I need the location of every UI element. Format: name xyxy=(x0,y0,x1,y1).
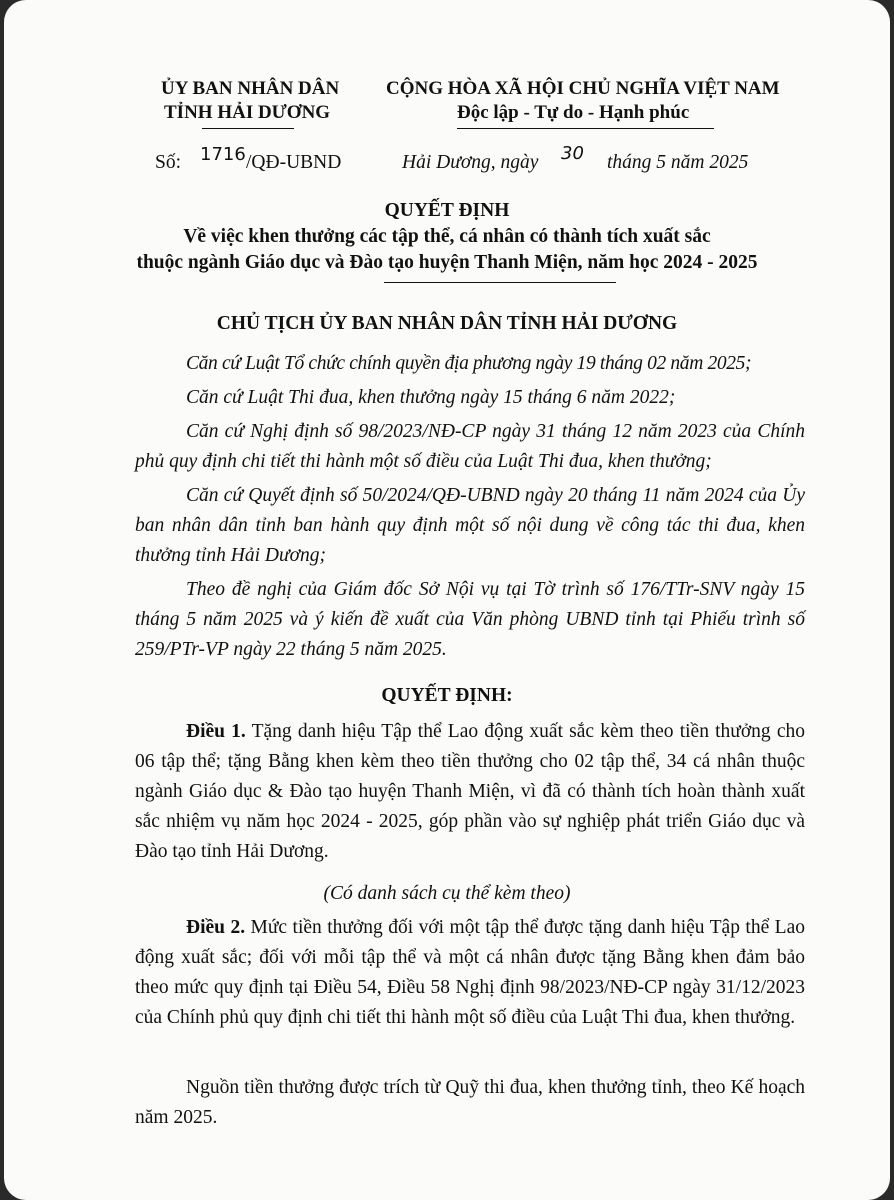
legal-basis-item: Căn cứ Luật Tổ chức chính quyền địa phương ngày 19 tháng 02 năm 2025; xyxy=(186,353,752,374)
article-1 xyxy=(135,717,805,867)
issuer-line1: ỦY BAN NHÂN DÂN xyxy=(161,78,340,99)
date-rest: tháng 5 năm 2025 xyxy=(607,152,749,173)
article-2-label: Điều 2. xyxy=(186,917,246,938)
nation-title: CỘNG HÒA XÃ HỘI CHỦ NGHĨA VIỆT NAM xyxy=(386,78,780,99)
attached-list-note: (Có danh sách cụ thể kèm theo) xyxy=(323,883,571,904)
article-1-label: Điều 1. xyxy=(186,721,246,742)
motto-underline xyxy=(457,128,714,129)
nation-motto: Độc lập - Tự do - Hạnh phúc xyxy=(457,102,690,123)
funding-paragraph xyxy=(135,1073,805,1133)
date-day: 30 xyxy=(561,143,584,164)
article-2 xyxy=(135,913,805,1033)
decision-number-prefix: Số: xyxy=(155,152,182,173)
legal-basis-item: Căn cứ Quyết định số 50/2024/QĐ-UBND ngày 20 tháng 11 năm 2024 của Ủy ban nhân dân tỉnh ban hành quy định một số nội dung về công tác thi đua, khen thưởng tỉnh Hải Dương; xyxy=(135,485,805,566)
decision-number-value: 1716 xyxy=(200,144,246,165)
funding-text: Nguồn tiền thưởng được trích từ Quỹ thi đua, khen thưởng tỉnh, theo Kế hoạch năm 2025. xyxy=(135,1077,805,1128)
document-title: QUYẾT ĐỊNH xyxy=(384,200,510,221)
legal-basis-item: Căn cứ Luật Thi đua, khen thưởng ngày 15 tháng 6 năm 2022; xyxy=(186,387,676,408)
authority-heading: CHỦ TỊCH ỦY BAN NHÂN DÂN TỈNH HẢI DƯƠNG xyxy=(216,313,678,334)
decision-heading: QUYẾT ĐỊNH: xyxy=(381,685,513,706)
document-page xyxy=(4,0,890,1200)
legal-basis-item: Căn cứ Nghị định số 98/2023/NĐ-CP ngày 31 tháng 12 năm 2023 của Chính phủ quy định chi tiết thi hành một số điều của Luật Thi đua, khen thưởng; xyxy=(135,421,805,472)
subject-underline xyxy=(384,282,616,283)
legal-basis-item: Theo đề nghị của Giám đốc Sở Nội vụ tại Tờ trình số 176/TTr-SNV ngày 15 tháng 5 năm 2025 và ý kiến đề xuất của Văn phòng UBND tỉnh tại Phiếu trình số 259/PTr-VP ngày 22 tháng 5 năm 2025. xyxy=(135,579,805,660)
issuer-underline xyxy=(202,128,294,129)
legal-basis-section xyxy=(135,349,805,665)
article-1-text: Tặng danh hiệu Tập thể Lao động xuất sắc kèm theo tiền thưởng cho 06 tập thể; tặng Bằng khen kèm theo tiền thưởng cho 02 tập thể, 34 cá nhân thuộc ngành Giáo dục & Đào tạo huyện Thanh Miện, vì đã có thành tích hoàn thành xuất sắc nhiệm vụ năm học 2024 - 2025, góp phần vào sự nghiệp phát triển Giáo dục và Đào tạo tỉnh Hải Dương. xyxy=(135,721,806,862)
document-subject-line1: Về việc khen thưởng các tập thể, cá nhân có thành tích xuất sắc xyxy=(183,226,711,247)
date-place: Hải Dương, ngày xyxy=(402,152,539,173)
document-subject-line2: thuộc ngành Giáo dục và Đào tạo huyện Thanh Miện, năm học 2024 - 2025 xyxy=(136,252,758,273)
article-2-text: Mức tiền thưởng đối với một tập thể được tặng danh hiệu Tập thể Lao động xuất sắc; đối với mỗi tập thể và một cá nhân được tặng Bằng khen đảm bảo theo mức quy định tại Điều 54, Điều 58 Nghị định 98/2023/NĐ-CP ngày 31/12/2023 của Chính phủ quy định chi tiết thi hành một số điều của Luật Thi đua, khen thưởng. xyxy=(135,917,805,1028)
issuer-line2: TỈNH HẢI DƯƠNG xyxy=(164,102,331,123)
decision-number-suffix: /QĐ-UBND xyxy=(246,152,342,173)
